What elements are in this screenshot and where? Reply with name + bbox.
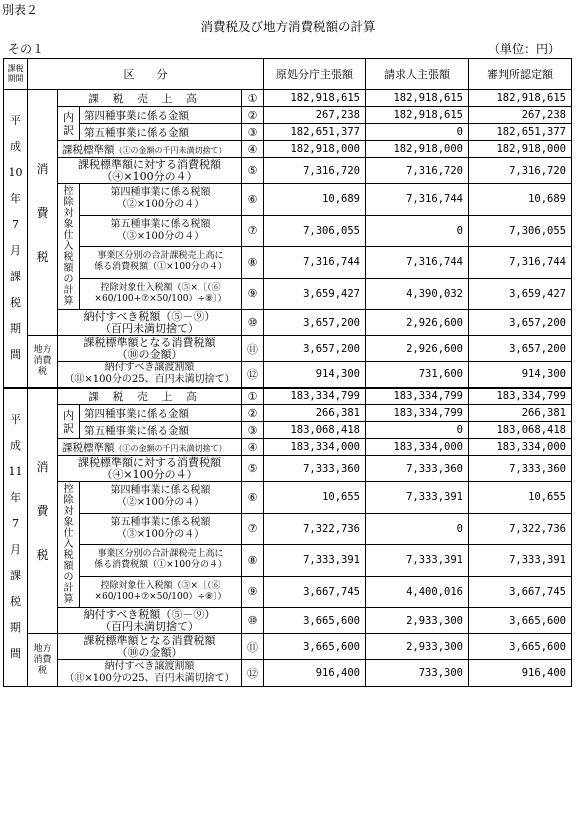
tax-calculation-table xyxy=(3,58,572,687)
label-local-base: 課税標準額となる消費税額 （⑩の金額） xyxy=(58,634,242,660)
value-claimant: 4,400,016 xyxy=(366,576,469,608)
value-agency: 7,306,055 xyxy=(264,215,366,247)
row-number: ⑫ xyxy=(242,660,264,687)
value-claimant: 7,316,744 xyxy=(366,184,469,216)
table-row xyxy=(4,107,572,124)
table-row xyxy=(4,634,572,660)
value-claimant: 0 xyxy=(366,215,469,247)
value-tribunal: 7,306,055 xyxy=(469,215,572,247)
value-agency: 182,651,377 xyxy=(264,124,366,141)
unit-label: （単位：円） xyxy=(487,42,560,56)
value-tribunal: 10,689 xyxy=(469,184,572,216)
value-tribunal: 183,334,799 xyxy=(469,388,572,405)
value-agency: 267,238 xyxy=(264,107,366,124)
value-agency: 266,381 xyxy=(264,405,366,422)
label-type5-amount: 第五種事業に係る金額 xyxy=(80,422,242,439)
value-tribunal: 916,400 xyxy=(469,660,572,687)
label-type4-amount: 第四種事業に係る金額 xyxy=(80,107,242,124)
table-row xyxy=(4,422,572,439)
value-tribunal: 3,667,745 xyxy=(469,576,572,608)
table-row xyxy=(4,482,572,514)
label-deductible-tax: 控除対象仕入税額（⑤×〔（⑥ ×60/100+⑦×50/100）÷⑧〕） xyxy=(80,576,242,608)
row-number: ⑨ xyxy=(242,576,264,608)
header-col2: 請求人主張額 xyxy=(366,59,469,90)
value-tribunal: 182,918,615 xyxy=(469,90,572,107)
label-type4-amount: 第四種事業に係る金額 xyxy=(80,405,242,422)
label-type5-tax: 第五種事業に係る税額 （③×100分の４） xyxy=(80,513,242,545)
row-number: ⑩ xyxy=(242,608,264,634)
value-tribunal: 10,655 xyxy=(469,482,572,514)
table-row xyxy=(4,310,572,336)
value-agency: 7,316,720 xyxy=(264,158,366,184)
label-total-sales-tax: 事業区分別の合計課税売上高に 係る消費税額（①×100分の４） xyxy=(80,545,242,577)
value-agency: 10,689 xyxy=(264,184,366,216)
row-number: ⑨ xyxy=(242,278,264,310)
table-row xyxy=(4,247,572,279)
row-number: ⑪ xyxy=(242,336,264,362)
value-claimant: 2,926,600 xyxy=(366,310,469,336)
table-row xyxy=(4,456,572,482)
value-claimant: 7,333,391 xyxy=(366,482,469,514)
label-total-sales-tax: 事業区分別の合計課税売上高に 係る消費税額（①×100分の４） xyxy=(80,247,242,279)
period-label: 平 成 10 年 7 月 課 税 期 間 xyxy=(4,90,28,388)
value-tribunal: 3,665,600 xyxy=(469,634,572,660)
breakdown-label: 内 訳 xyxy=(58,107,80,141)
table-row xyxy=(4,545,572,577)
label-local-base: 課税標準額となる消費税額 （⑩の金額） xyxy=(58,336,242,362)
row-number: ② xyxy=(242,107,264,124)
value-claimant: 731,600 xyxy=(366,362,469,388)
label-taxable-base-note: （①の金額の千円未満切捨て） xyxy=(114,443,227,453)
header-period: 課税 期間 xyxy=(4,59,28,90)
header-category: 区 分 xyxy=(28,59,264,90)
value-claimant: 183,334,799 xyxy=(366,405,469,422)
value-agency: 182,918,615 xyxy=(264,90,366,107)
label-taxable-base-main: 課税標準額 xyxy=(62,441,115,454)
value-claimant: 733,300 xyxy=(366,660,469,687)
subtitle: その１ xyxy=(8,42,45,56)
value-agency: 3,657,200 xyxy=(264,336,366,362)
consumption-tax-label: 消 費 税 xyxy=(28,90,58,336)
value-claimant: 7,316,720 xyxy=(366,158,469,184)
value-tribunal: 7,333,360 xyxy=(469,456,572,482)
table-row xyxy=(4,362,572,388)
value-agency: 7,333,360 xyxy=(264,456,366,482)
label-taxable-base xyxy=(58,439,242,456)
table-row xyxy=(4,439,572,456)
label-taxable-sales: 課税売上高 xyxy=(58,388,242,405)
value-tribunal: 3,657,200 xyxy=(469,310,572,336)
breakdown-label: 内 訳 xyxy=(58,405,80,439)
value-agency: 916,400 xyxy=(264,660,366,687)
consumption-tax-label: 消 費 税 xyxy=(28,388,58,634)
label-taxable-base-main: 課税標準額 xyxy=(62,143,115,156)
value-agency: 183,334,799 xyxy=(264,388,366,405)
row-number: ⑦ xyxy=(242,215,264,247)
row-number: ④ xyxy=(242,439,264,456)
value-claimant: 2,933,300 xyxy=(366,608,469,634)
period-label: 平 成 11 年 7 月 課 税 期 間 xyxy=(4,388,28,687)
value-claimant: 183,334,799 xyxy=(366,388,469,405)
label-type5-amount: 第五種事業に係る金額 xyxy=(80,124,242,141)
value-claimant: 0 xyxy=(366,124,469,141)
value-claimant: 183,334,000 xyxy=(366,439,469,456)
value-claimant: 2,926,600 xyxy=(366,336,469,362)
label-taxable-sales: 課税売上高 xyxy=(58,90,242,107)
row-number: ⑩ xyxy=(242,310,264,336)
value-agency: 3,665,600 xyxy=(264,608,366,634)
value-tribunal: 182,918,000 xyxy=(469,141,572,158)
table-row xyxy=(4,405,572,422)
row-number: ③ xyxy=(242,124,264,141)
row-number: ⑧ xyxy=(242,545,264,577)
table-row xyxy=(4,124,572,141)
table-row xyxy=(4,608,572,634)
table-row xyxy=(4,660,572,687)
value-agency: 183,068,418 xyxy=(264,422,366,439)
row-number: ⑤ xyxy=(242,158,264,184)
value-tribunal: 267,238 xyxy=(469,107,572,124)
row-number: ① xyxy=(242,388,264,405)
deduction-calc-label: 控除対象仕入税額の計算 xyxy=(58,482,80,608)
value-agency: 3,665,600 xyxy=(264,634,366,660)
value-tribunal: 7,322,736 xyxy=(469,513,572,545)
header-col1: 原処分庁主張額 xyxy=(264,59,366,90)
row-number: ④ xyxy=(242,141,264,158)
table-row xyxy=(4,278,572,310)
row-number: ⑧ xyxy=(242,247,264,279)
label-taxable-base-note: （①の金額の千円未満切捨て） xyxy=(114,145,227,155)
value-tribunal: 182,651,377 xyxy=(469,124,572,141)
label-type4-tax: 第四種事業に係る税額 （②×100分の４） xyxy=(80,184,242,216)
label-type5-tax: 第五種事業に係る税額 （③×100分の４） xyxy=(80,215,242,247)
row-number: ⑦ xyxy=(242,513,264,545)
value-claimant: 7,316,744 xyxy=(366,247,469,279)
value-agency: 3,667,745 xyxy=(264,576,366,608)
header-row xyxy=(4,59,572,90)
value-tribunal: 183,334,000 xyxy=(469,439,572,456)
table-row xyxy=(4,184,572,216)
label-transfer-tax: 納付すべき譲渡割額 （⑪×100分の25、百円未満切捨て） xyxy=(58,660,242,687)
value-agency: 10,655 xyxy=(264,482,366,514)
label-transfer-tax: 納付すべき譲渡割額 （⑪×100分の25、百円未満切捨て） xyxy=(58,362,242,388)
value-claimant: 182,918,000 xyxy=(366,141,469,158)
row-number: ⑫ xyxy=(242,362,264,388)
value-tribunal: 3,665,600 xyxy=(469,608,572,634)
header-col3: 審判所認定額 xyxy=(469,59,572,90)
label-type4-tax: 第四種事業に係る税額 （②×100分の４） xyxy=(80,482,242,514)
row-number: ⑥ xyxy=(242,184,264,216)
value-agency: 182,918,000 xyxy=(264,141,366,158)
value-agency: 914,300 xyxy=(264,362,366,388)
document-label: 別表２ xyxy=(2,3,39,17)
value-agency: 7,316,744 xyxy=(264,247,366,279)
table-row xyxy=(4,513,572,545)
value-tribunal: 7,316,720 xyxy=(469,158,572,184)
value-claimant: 182,918,615 xyxy=(366,90,469,107)
value-tribunal: 7,333,391 xyxy=(469,545,572,577)
value-claimant: 182,918,615 xyxy=(366,107,469,124)
row-number: ② xyxy=(242,405,264,422)
value-tribunal: 183,068,418 xyxy=(469,422,572,439)
label-tax-on-base: 課税標準額に対する消費税額 （④×100分の４） xyxy=(58,456,242,482)
value-tribunal: 266,381 xyxy=(469,405,572,422)
table-row xyxy=(4,158,572,184)
value-agency: 3,659,427 xyxy=(264,278,366,310)
value-claimant: 7,333,360 xyxy=(366,456,469,482)
value-agency: 7,322,736 xyxy=(264,513,366,545)
local-tax-label: 地方 消費 税 xyxy=(28,336,58,388)
page-title: 消費税及び地方消費税額の計算 xyxy=(200,19,376,34)
value-claimant: 2,933,300 xyxy=(366,634,469,660)
row-number: ⑤ xyxy=(242,456,264,482)
table-row xyxy=(4,90,572,107)
label-tax-payable: 納付すべき税額（⑤－⑨） （百円未満切捨て） xyxy=(58,310,242,336)
value-agency: 183,334,000 xyxy=(264,439,366,456)
value-agency: 3,657,200 xyxy=(264,310,366,336)
value-tribunal: 7,316,744 xyxy=(469,247,572,279)
local-tax-label: 地方 消費 税 xyxy=(28,634,58,687)
value-tribunal: 3,657,200 xyxy=(469,336,572,362)
value-tribunal: 3,659,427 xyxy=(469,278,572,310)
row-number: ⑥ xyxy=(242,482,264,514)
value-claimant: 7,333,391 xyxy=(366,545,469,577)
row-number: ⑪ xyxy=(242,634,264,660)
value-tribunal: 914,300 xyxy=(469,362,572,388)
label-tax-payable: 納付すべき税額（⑤－⑨） （百円未満切捨て） xyxy=(58,608,242,634)
table-row xyxy=(4,215,572,247)
label-tax-on-base: 課税標準額に対する消費税額 （④×100分の４） xyxy=(58,158,242,184)
label-taxable-base xyxy=(58,141,242,158)
value-claimant: 0 xyxy=(366,513,469,545)
table-row xyxy=(4,141,572,158)
row-number: ③ xyxy=(242,422,264,439)
label-deductible-tax: 控除対象仕入税額（⑤×〔（⑥ ×60/100+⑦×50/100）÷⑧〕） xyxy=(80,278,242,310)
value-claimant: 0 xyxy=(366,422,469,439)
value-agency: 7,333,391 xyxy=(264,545,366,577)
value-claimant: 4,390,032 xyxy=(366,278,469,310)
table-row xyxy=(4,388,572,405)
table-row xyxy=(4,576,572,608)
row-number: ① xyxy=(242,90,264,107)
table-row xyxy=(4,336,572,362)
deduction-calc-label: 控除対象仕入税額の計算 xyxy=(58,184,80,310)
